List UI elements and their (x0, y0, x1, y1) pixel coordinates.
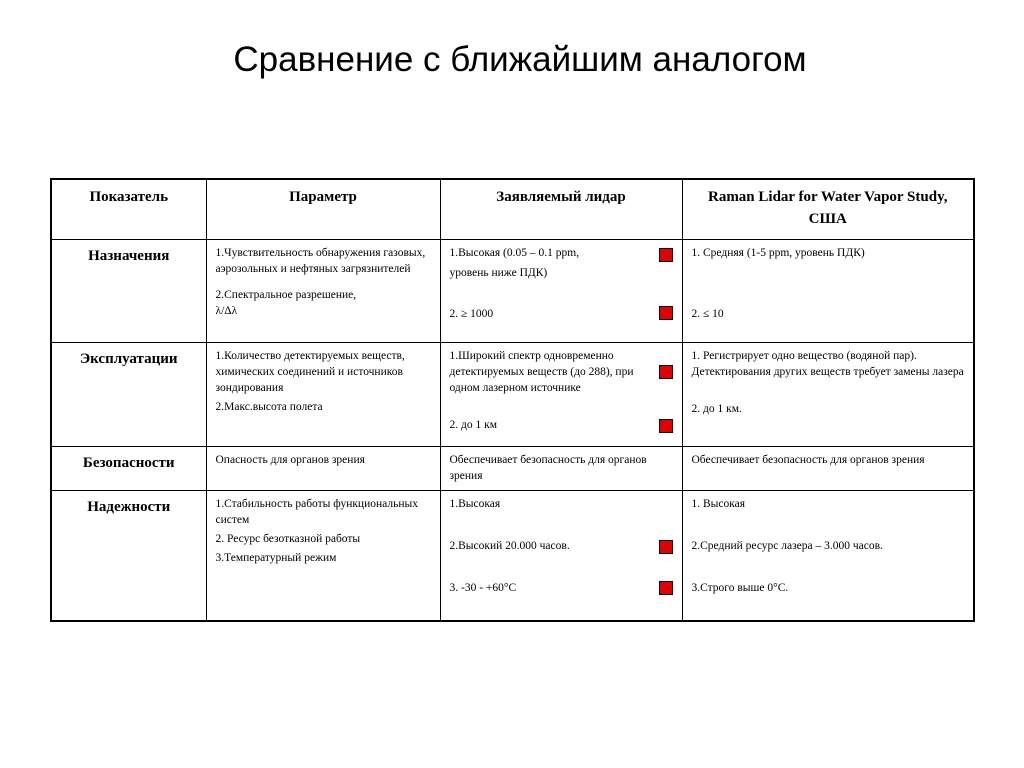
row-label-reliability: Надежности (51, 491, 206, 621)
param-line: 2. Ресурс безотказной работы (215, 533, 361, 545)
analog-cell (682, 240, 974, 343)
row-label-purpose: Назначения (51, 240, 206, 343)
analog-cell (682, 447, 974, 491)
header-indicator: Показатель (51, 179, 206, 240)
analog-line: 2.Средний ресурс лазера – 3.000 часов. (691, 540, 883, 552)
header-analog-lidar: Raman Lidar for Water Vapor Study, США (682, 179, 974, 240)
claimed-cell (440, 343, 682, 447)
param-cell (206, 240, 440, 343)
table-header-row (51, 179, 974, 240)
claimed-line: Обеспечивает безопасность для органов зрения (449, 454, 647, 482)
analog-line: 1. Средняя (1-5 ppm, уровень ПДК) (691, 247, 865, 259)
advantage-marker-icon (659, 540, 673, 554)
advantage-marker-icon (659, 419, 673, 433)
analog-cell (682, 343, 974, 447)
claimed-cell (440, 491, 682, 621)
advantage-marker-icon (659, 306, 673, 320)
param-cell (206, 447, 440, 491)
table-row (51, 240, 974, 343)
comparison-table (50, 178, 975, 622)
analog-cell (682, 491, 974, 621)
param-line: 1.Количество детектируемых веществ, химических соединений и источников зондирования (215, 350, 405, 394)
analog-line: Обеспечивает безопасность для органов зрения (691, 454, 925, 466)
header-parameter: Параметр (206, 179, 440, 240)
table-row (51, 491, 974, 621)
claimed-line: 1.Широкий спектр одновременно детектируемых веществ (до 288), при одном лазерном источнике (449, 350, 634, 394)
advantage-marker-icon (659, 248, 673, 262)
page-title: Сравнение с ближайшим аналогом (233, 40, 807, 79)
claimed-line: 2. до 1 км (449, 419, 497, 431)
claimed-cell (440, 447, 682, 491)
claimed-line: 1.Высокая (0.05 – 0.1 ppm, (449, 247, 580, 259)
param-cell (206, 491, 440, 621)
claimed-line: 2.Высокий 20.000 часов. (449, 540, 570, 552)
table-row (51, 343, 974, 447)
row-label-safety: Безопасности (51, 447, 206, 491)
claimed-line: 3. -30 - +60°С (449, 582, 517, 594)
claimed-cell (440, 240, 682, 343)
table-row (51, 447, 974, 491)
param-line: 1.Чувствительность обнаружения газовых, аэрозольных и нефтяных загрязнителей (215, 247, 426, 275)
header-claimed-lidar: Заявляемый лидар (440, 179, 682, 240)
param-line: 3.Температурный режим (215, 552, 337, 564)
analog-line: 2. до 1 км. (691, 403, 742, 415)
analog-line: 2. ≤ 10 (691, 308, 724, 320)
param-line: 2.Макс.высота полета (215, 401, 323, 413)
advantage-marker-icon (659, 581, 673, 595)
param-line: 1.Стабильность работы функциональных систем (215, 498, 418, 526)
claimed-line: 2. ≥ 1000 (449, 308, 494, 320)
param-cell (206, 343, 440, 447)
claimed-line: уровень ниже ПДК) (449, 267, 548, 279)
advantage-marker-icon (659, 365, 673, 379)
claimed-line: 1.Высокая (449, 498, 501, 510)
analog-line: 1. Высокая (691, 498, 746, 510)
param-line: 2.Спектральное разрешение, (215, 289, 357, 301)
row-label-operation: Эксплуатации (51, 343, 206, 447)
param-line: Опасность для органов зрения (215, 454, 365, 466)
analog-line: 3.Строго выше 0°С. (691, 582, 789, 594)
analog-line: 1. Регистрирует одно вещество (водяной пар). Детектирования других веществ требует замены лазера (691, 350, 964, 378)
param-line: λ/Δλ (215, 305, 238, 317)
